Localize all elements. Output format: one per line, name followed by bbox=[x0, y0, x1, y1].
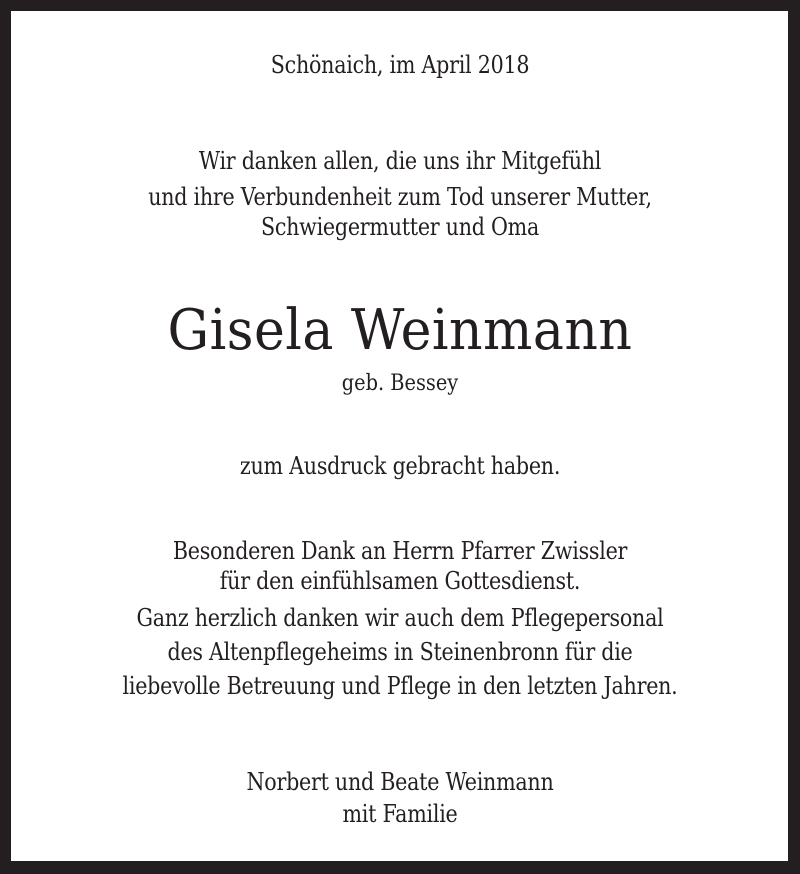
signature-line-2: mit Familie bbox=[342, 800, 458, 828]
thanks-staff-line-2: des Altenpflegeheims in Steinenbronn für die bbox=[167, 638, 633, 666]
thanks-pastor-line-2: für den einfühlsamen Gottesdienst. bbox=[219, 567, 581, 595]
thanks-staff-line-1: Ganz herzlich danken wir auch dem Pflegepersonal bbox=[136, 604, 664, 632]
deceased-name: Gisela Weinmann bbox=[167, 298, 633, 363]
maiden-name: geb. Bessey bbox=[341, 371, 459, 396]
intro-close: zum Ausdruck gebracht haben. bbox=[239, 452, 561, 480]
notice-card bbox=[11, 11, 788, 861]
dateline: Schönaich, im April 2018 bbox=[270, 51, 530, 79]
signature-line-1: Norbert und Beate Weinmann bbox=[246, 768, 554, 796]
thanks-staff-line-3: liebevolle Betreuung und Pflege in den letzten Jahren. bbox=[122, 672, 678, 700]
intro-line-3: Schwiegermutter und Oma bbox=[260, 213, 540, 241]
thanks-pastor-line-1: Besonderen Dank an Herrn Pfarrer Zwissler bbox=[172, 537, 628, 565]
intro-line-2: und ihre Verbundenheit zum Tod unserer Mutter, bbox=[148, 183, 652, 211]
intro-line-1: Wir danken allen, die uns ihr Mitgefühl bbox=[198, 147, 602, 175]
